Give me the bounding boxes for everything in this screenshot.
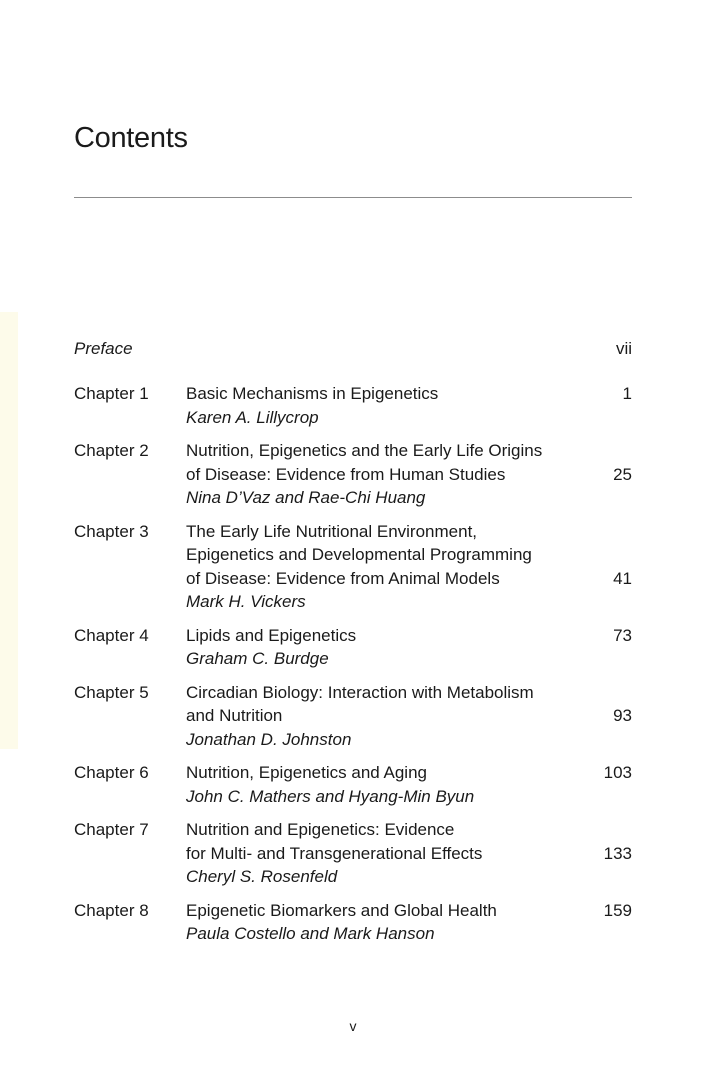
chapter-title-line: The Early Life Nutritional Environment, (186, 521, 478, 541)
toc-entry-preface[interactable] (74, 337, 632, 361)
chapter-authors: Jonathan D. Johnston (186, 729, 352, 749)
page-folio: v (349, 1018, 357, 1034)
toc-entry-chapter-1[interactable] (74, 382, 632, 429)
chapter-title-line: Nutrition, Epigenetics and the Early Life Origins (186, 441, 543, 460)
chapter-title-line: Lipids and Epigenetics (186, 625, 357, 645)
chapter-page-number: 41 (613, 568, 632, 588)
title-divider (74, 197, 632, 198)
chapter-body (186, 899, 632, 946)
chapter-list (74, 382, 632, 956)
chapter-number: Chapter 7 (74, 820, 149, 839)
chapter-number: Chapter 1 (74, 384, 149, 403)
preface-label: Preface (74, 339, 133, 358)
chapter-authors: Nina D’Vaz and Rae-Chi Huang (186, 488, 426, 507)
chapter-page-number: 103 (603, 763, 632, 782)
chapter-authors: John C. Mathers and Hyang-Min Byun (186, 786, 475, 806)
chapter-number: Chapter 5 (74, 682, 149, 702)
chapter-number: Chapter 3 (74, 521, 149, 541)
chapter-title-line: of Disease: Evidence from Animal Models (186, 568, 500, 588)
chapter-title-line: Epigenetic Biomarkers and Global Health (186, 900, 497, 920)
chapter-title-line: Basic Mechanisms in Epigenetics (186, 384, 439, 403)
chapter-title-line: for Multi- and Transgenerational Effects (186, 843, 483, 863)
chapter-page-number: 1 (622, 384, 632, 403)
toc-entry-chapter-7[interactable] (74, 818, 632, 889)
toc-entry-chapter-4[interactable] (74, 624, 632, 671)
chapter-body (186, 439, 632, 510)
chapter-title-line: Epigenetics and Developmental Programming (186, 545, 532, 564)
page-margin-tint (0, 312, 18, 749)
chapter-authors: Graham C. Burdge (186, 649, 329, 668)
toc-entry-chapter-2[interactable] (74, 439, 632, 510)
chapter-body (186, 818, 632, 889)
chapter-authors: Karen A. Lillycrop (186, 407, 319, 427)
toc-entry-chapter-8[interactable] (74, 899, 632, 946)
chapter-authors: Mark H. Vickers (186, 592, 306, 611)
chapter-body (186, 382, 632, 429)
chapter-page-number: 133 (603, 843, 632, 863)
preface-page-number: vii (615, 339, 632, 358)
toc-entry-chapter-6[interactable] (74, 761, 632, 808)
chapter-page-number: 93 (613, 706, 632, 725)
page-title: Contents (74, 122, 188, 154)
chapter-number: Chapter 4 (74, 625, 149, 645)
chapter-number: Chapter 6 (74, 763, 149, 782)
chapter-title-line: Nutrition, Epigenetics and Aging (186, 763, 427, 782)
chapter-title-line: and Nutrition (186, 706, 283, 725)
chapter-page-number: 159 (603, 900, 632, 920)
chapter-title-line: Circadian Biology: Interaction with Metabolism (186, 682, 534, 702)
chapter-body (186, 681, 632, 752)
chapter-authors: Paula Costello and Mark Hanson (186, 924, 435, 943)
chapter-number: Chapter 2 (74, 441, 149, 460)
chapter-body (186, 624, 632, 671)
chapter-body (186, 761, 632, 808)
toc-entry-chapter-5[interactable] (74, 681, 632, 752)
chapter-authors: Cheryl S. Rosenfeld (186, 867, 338, 886)
chapter-body (186, 520, 632, 614)
chapter-number: Chapter 8 (74, 900, 149, 920)
chapter-page-number: 25 (613, 464, 632, 484)
chapter-page-number: 73 (613, 625, 632, 645)
chapter-title-line: of Disease: Evidence from Human Studies (186, 464, 506, 484)
toc-entry-chapter-3[interactable] (74, 520, 632, 614)
chapter-title-line: Nutrition and Epigenetics: Evidence (186, 820, 455, 839)
